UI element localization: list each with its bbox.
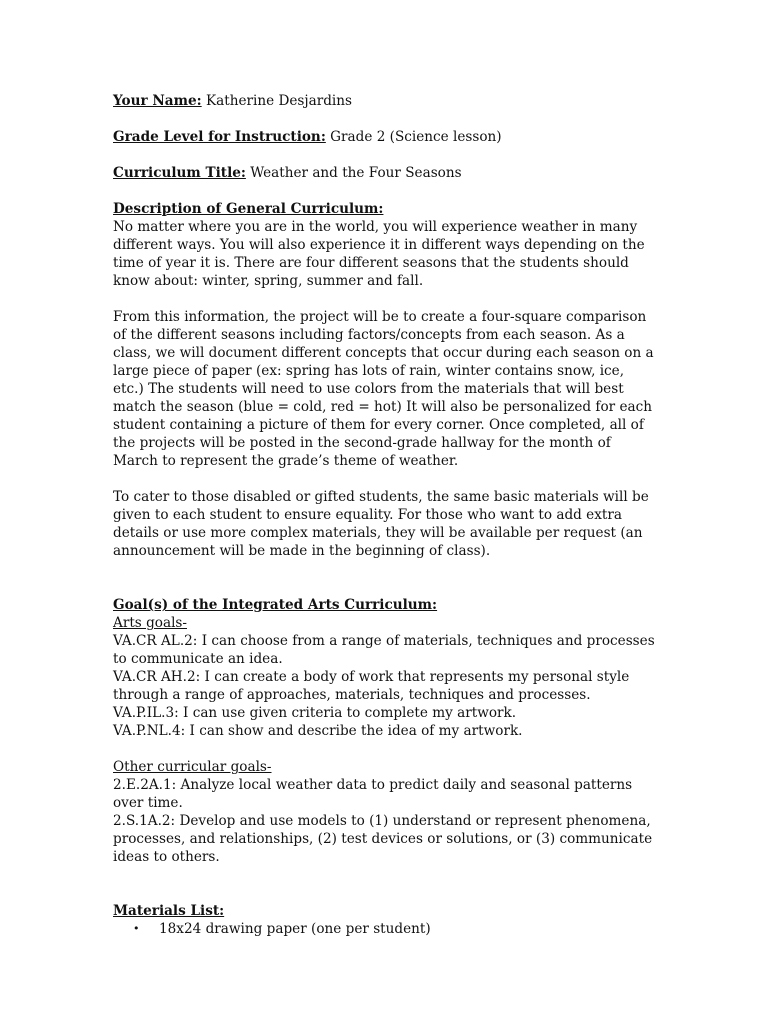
- description-heading: Description of General Curriculum:: [113, 201, 384, 217]
- description-paragraph: No matter where you are in the world, you will experience weather in many different ways. You will also experience it in different ways depending on the time of year it is. There are four different seasons that the students should know about: winter, spring, summer and fall.: [113, 219, 645, 289]
- description-section: [113, 200, 658, 560]
- curriculum-title-value: Weather and the Four Seasons: [245, 165, 462, 181]
- grade-value: Grade 2 (Science lesson): [325, 129, 502, 145]
- arts-goal-item: VA.CR AL.2: I can choose from a range of materials, techniques and processes to communicate an idea.: [113, 633, 655, 667]
- grade-label: Grade Level for Instruction:: [113, 129, 326, 145]
- spacer: [113, 740, 658, 758]
- arts-goals-subhead: Arts goals-: [113, 615, 187, 631]
- materials-section: [113, 902, 658, 938]
- description-paragraph: From this information, the project will be to create a four-square comparison of the different seasons including factors/concepts from each season. As a class, we will document different concepts that occur during each season on a large piece of paper (ex: spring has lots of rain, winter contains snow, ice, etc.) The students will need to use colors from the materials that will best match the season (blue = cold, red = hot) It will also be personalized for each student containing a picture of them for every corner. Once completed, all of the projects will be posted in the second-grade hallway for the month of March to represent the grade’s theme of weather.: [113, 309, 654, 469]
- arts-goal-item: VA.CR AH.2: I can create a body of work that represents my personal style through a range of approaches, materials, techniques and processes.: [113, 669, 630, 703]
- bullet-icon: •: [133, 922, 140, 935]
- materials-list: [113, 920, 658, 938]
- goals-section: [113, 596, 658, 866]
- name-label: Your Name:: [113, 93, 202, 109]
- curriculum-title-field: [113, 164, 658, 182]
- materials-heading: Materials List:: [113, 903, 225, 919]
- other-goal-item: 2.S.1A.2: Develop and use models to (1) understand or represent phenomena, processes, and relationships, (2) test devices or solutions, or (3) communicate ideas to others.: [113, 813, 653, 865]
- spacer: [113, 866, 658, 902]
- grade-field: [113, 128, 658, 146]
- name-field: [113, 92, 658, 110]
- materials-list-item: [133, 920, 658, 938]
- goals-heading: Goal(s) of the Integrated Arts Curriculum:: [113, 597, 438, 613]
- name-value: Katherine Desjardins: [201, 93, 352, 109]
- description-paragraph: To cater to those disabled or gifted students, the same basic materials will be given to each student to ensure equality. For those who want to add extra details or use more complex materials, they will be available per request (an announcement will be made in the beginning of class).: [113, 489, 649, 559]
- materials-item-text: 18x24 drawing paper (one per student): [159, 921, 431, 937]
- arts-goal-item: VA.P.NL.4: I can show and describe the idea of my artwork.: [113, 723, 523, 739]
- spacer: [113, 578, 658, 596]
- curriculum-title-label: Curriculum Title:: [113, 165, 246, 181]
- document-page: [113, 92, 658, 938]
- arts-goal-item: VA.P.IL.3: I can use given criteria to complete my artwork.: [113, 705, 517, 721]
- other-goals-subhead: Other curricular goals-: [113, 759, 272, 775]
- other-goal-item: 2.E.2A.1: Analyze local weather data to predict daily and seasonal patterns over time.: [113, 777, 633, 811]
